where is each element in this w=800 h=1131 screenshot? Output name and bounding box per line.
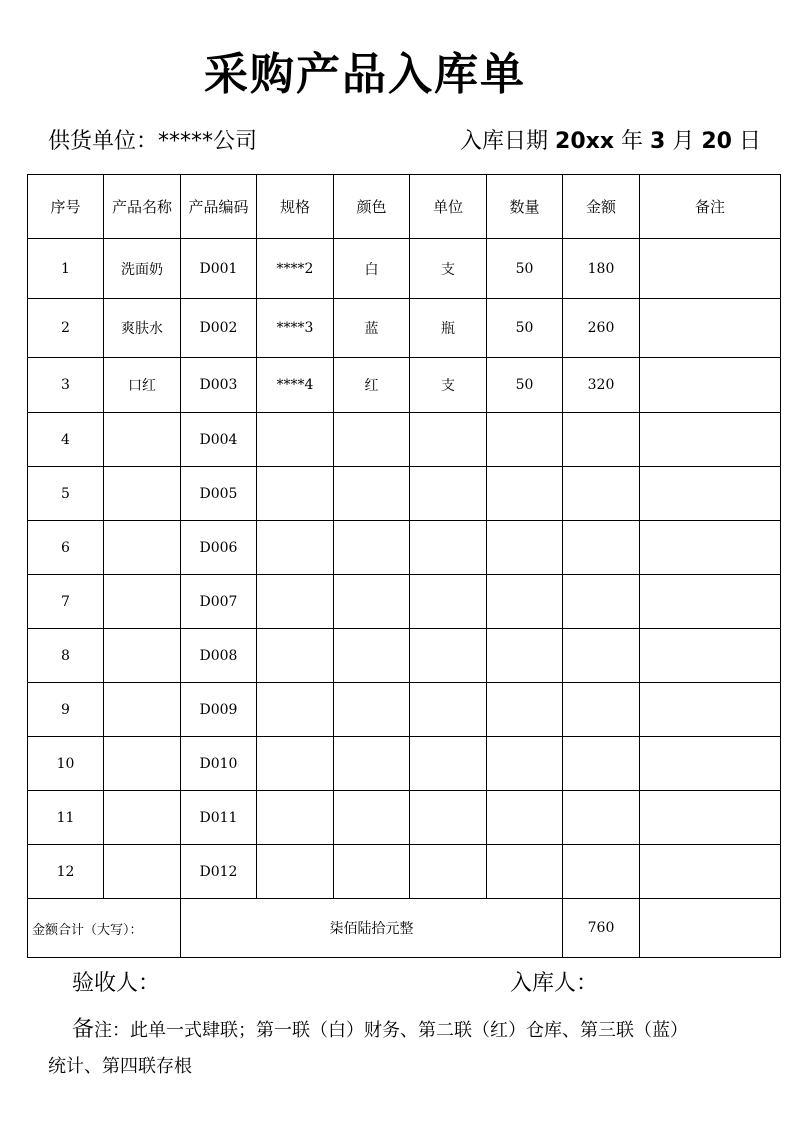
- table-cell: [104, 467, 181, 521]
- table-cell: [104, 521, 181, 575]
- table-cell: [410, 683, 487, 737]
- table-row: [28, 467, 781, 521]
- table-cell: [334, 845, 410, 899]
- table-cell: [563, 845, 640, 899]
- table-cell: [640, 239, 781, 299]
- table-cell: [563, 737, 640, 791]
- table-row: [28, 521, 781, 575]
- table-cell: D002: [181, 299, 257, 358]
- stock-in-table: [27, 174, 781, 958]
- table-cell: 180: [563, 239, 640, 299]
- table-cell: D011: [181, 791, 257, 845]
- table-cell: [410, 791, 487, 845]
- table-cell: [257, 575, 334, 629]
- table-cell: 9: [28, 683, 104, 737]
- table-cell: 6: [28, 521, 104, 575]
- table-cell: [487, 629, 563, 683]
- table-cell: [257, 737, 334, 791]
- table-cell: ****2: [257, 239, 334, 299]
- table-cell: [563, 683, 640, 737]
- table-row: [28, 299, 781, 358]
- table-cell: 支: [410, 358, 487, 413]
- table-cell: [257, 467, 334, 521]
- table-cell: [563, 521, 640, 575]
- table-cell: 11: [28, 791, 104, 845]
- table-cell: [334, 575, 410, 629]
- header-cell: 单位: [410, 175, 487, 239]
- table-row: [28, 358, 781, 413]
- table-cell: 口红: [104, 358, 181, 413]
- table-row: [28, 845, 781, 899]
- table-cell: 爽肤水: [104, 299, 181, 358]
- table-row: [28, 239, 781, 299]
- table-cell: [334, 683, 410, 737]
- header-cell: 序号: [28, 175, 104, 239]
- table-cell: [640, 737, 781, 791]
- table-cell: [334, 413, 410, 467]
- table-cell: [640, 521, 781, 575]
- table-cell: [487, 683, 563, 737]
- table-cell: [104, 683, 181, 737]
- table-cell: [563, 791, 640, 845]
- note-line-2: 统计、第四联存根: [48, 1056, 192, 1077]
- table-cell: [104, 845, 181, 899]
- header-cell: 金额: [563, 175, 640, 239]
- table-cell: [487, 467, 563, 521]
- total-words: 柒佰陆拾元整: [181, 899, 563, 958]
- table-cell: [104, 737, 181, 791]
- table-cell: [487, 791, 563, 845]
- table-cell: [410, 413, 487, 467]
- date-day: 20: [701, 129, 732, 154]
- table-cell: [640, 629, 781, 683]
- table-row: [28, 791, 781, 845]
- storage-date: [460, 124, 761, 155]
- table-cell: 12: [28, 845, 104, 899]
- table-header-row: [28, 175, 781, 239]
- table-cell: ****3: [257, 299, 334, 358]
- table-cell: [487, 575, 563, 629]
- table-cell: [257, 683, 334, 737]
- table-cell: D007: [181, 575, 257, 629]
- table-cell: [257, 629, 334, 683]
- header-cell: 备注: [640, 175, 781, 239]
- header-cell: 颜色: [334, 175, 410, 239]
- table-cell: 320: [563, 358, 640, 413]
- table-cell: 50: [487, 358, 563, 413]
- table-cell: 5: [28, 467, 104, 521]
- table-cell: D001: [181, 239, 257, 299]
- date-day-unit: 日: [738, 129, 761, 154]
- date-year: 20xx: [555, 129, 615, 154]
- table-cell: [257, 413, 334, 467]
- table-cell: D005: [181, 467, 257, 521]
- table-cell: D004: [181, 413, 257, 467]
- table-cell: [410, 629, 487, 683]
- table-cell: [257, 521, 334, 575]
- table-cell: [334, 629, 410, 683]
- table-cell: [334, 737, 410, 791]
- table-cell: [487, 845, 563, 899]
- table-cell: ****4: [257, 358, 334, 413]
- date-year-unit: 年: [621, 129, 644, 154]
- table-cell: [104, 629, 181, 683]
- table-row: [28, 629, 781, 683]
- table-cell: D008: [181, 629, 257, 683]
- table-cell: 50: [487, 299, 563, 358]
- table-cell: [104, 413, 181, 467]
- table-cell: [563, 413, 640, 467]
- table-cell: 支: [410, 239, 487, 299]
- supplier-field: 供货单位：*****公司: [48, 129, 258, 154]
- table-cell: [640, 358, 781, 413]
- table-cell: 蓝: [334, 299, 410, 358]
- table-cell: 1: [28, 239, 104, 299]
- table-cell: [487, 737, 563, 791]
- date-month: 3: [650, 129, 666, 154]
- table-cell: D003: [181, 358, 257, 413]
- header-cell: 产品编码: [181, 175, 257, 239]
- table-cell: 红: [334, 358, 410, 413]
- table-cell: [104, 575, 181, 629]
- table-cell: 50: [487, 239, 563, 299]
- table-cell: 4: [28, 413, 104, 467]
- table-cell: [640, 467, 781, 521]
- table-cell: [640, 299, 781, 358]
- table-cell: D006: [181, 521, 257, 575]
- table-cell: [640, 413, 781, 467]
- stocker-signature: 入库人：: [510, 971, 599, 996]
- table-cell: 白: [334, 239, 410, 299]
- table-cell: [640, 683, 781, 737]
- table-cell: [334, 521, 410, 575]
- table-cell: [563, 629, 640, 683]
- table-cell: [640, 575, 781, 629]
- date-prefix: 入库日期: [460, 129, 549, 154]
- table-cell: D012: [181, 845, 257, 899]
- note-lead: 备: [72, 1017, 95, 1042]
- date-month-unit: 月: [672, 129, 695, 154]
- document-title: 采购产品入库单: [204, 49, 526, 100]
- table-row: [28, 413, 781, 467]
- table-cell: 8: [28, 629, 104, 683]
- total-label: 金额合计（大写）：: [28, 899, 181, 958]
- header-cell: 数量: [487, 175, 563, 239]
- table-cell: 10: [28, 737, 104, 791]
- table-cell: D009: [181, 683, 257, 737]
- table-cell: 3: [28, 358, 104, 413]
- table-cell: 瓶: [410, 299, 487, 358]
- table-cell: [410, 575, 487, 629]
- table-cell: [257, 791, 334, 845]
- total-remark: [640, 899, 781, 958]
- table-cell: [104, 791, 181, 845]
- note-line-1: [72, 1012, 688, 1043]
- table-row: [28, 683, 781, 737]
- table-cell: [334, 791, 410, 845]
- table-cell: [563, 575, 640, 629]
- table-cell: [410, 467, 487, 521]
- header-cell: 规格: [257, 175, 334, 239]
- table-cell: [410, 521, 487, 575]
- note-text-1: 注：此单一式肆联；第一联（白）财务、第二联（红）仓库、第三联（蓝）: [94, 1020, 689, 1041]
- table-row: [28, 575, 781, 629]
- table-cell: D010: [181, 737, 257, 791]
- table-cell: [563, 467, 640, 521]
- table-cell: 7: [28, 575, 104, 629]
- inspector-signature: 验收人：: [72, 971, 161, 996]
- table-row: [28, 737, 781, 791]
- table-cell: 2: [28, 299, 104, 358]
- table-cell: 260: [563, 299, 640, 358]
- header-cell: 产品名称: [104, 175, 181, 239]
- table-cell: 洗面奶: [104, 239, 181, 299]
- table-cell: [640, 791, 781, 845]
- table-cell: [334, 467, 410, 521]
- total-row: [28, 899, 781, 958]
- total-amount: 760: [563, 899, 640, 958]
- table-cell: [487, 413, 563, 467]
- table-cell: [487, 521, 563, 575]
- table-cell: [410, 845, 487, 899]
- table-cell: [640, 845, 781, 899]
- table-cell: [410, 737, 487, 791]
- table-cell: [257, 845, 334, 899]
